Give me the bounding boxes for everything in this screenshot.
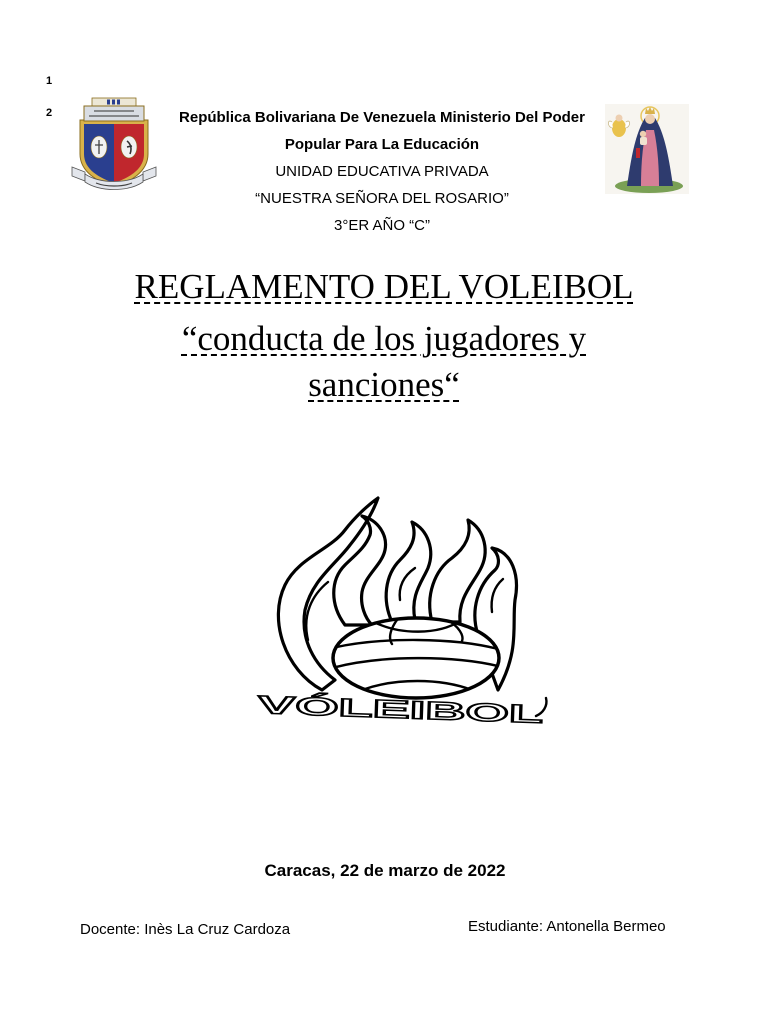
header-ministry-line: Popular Para La Educación — [284, 136, 480, 153]
document-title-text: REGLAMENTO DEL VOLEIBOL — [134, 267, 634, 306]
red-accent — [636, 148, 640, 158]
cherub-head — [616, 115, 623, 122]
header-school-type: UNIDAD EDUCATIVA PRIVADA — [275, 163, 489, 180]
shield-banner-mark — [107, 100, 110, 105]
child-head — [640, 131, 646, 137]
volleyball-lettering: VÓLEIBOL — [257, 691, 387, 724]
teacher-name: Docente: Inès La Cruz Cardoza — [80, 921, 291, 938]
document-subtitle-line-2-text: sanciones“ — [308, 365, 460, 404]
header-school-name: “NUESTRA SEÑORA DEL ROSARIO” — [255, 190, 509, 207]
flame-detail — [400, 568, 415, 600]
document-title — [0, 267, 768, 307]
child-body — [640, 137, 647, 145]
shield-banner-mark — [117, 100, 120, 105]
document-subtitle-line-1 — [0, 319, 768, 359]
virgin-rosary-image — [605, 104, 689, 194]
shield-ribbon-left-tail — [72, 167, 85, 181]
shield-banner-mark — [112, 100, 115, 105]
header-block — [132, 104, 632, 239]
document-subtitle-line-1-text: “conducta de los jugadores y — [181, 319, 587, 358]
document-subtitle-line-2 — [0, 365, 768, 405]
volleyball-flames-icon — [250, 490, 550, 755]
header-republic-line: República Bolivariana De Venezuela Ministerio Del Poder — [179, 109, 585, 126]
line-number-1: 1 — [46, 75, 53, 87]
header-grade-section: 3°ER AÑO “C” — [333, 217, 430, 234]
place-and-date: Caracas, 22 de marzo de 2022 — [264, 861, 506, 880]
flame-detail — [492, 579, 503, 612]
head — [645, 114, 655, 124]
flame-detail — [306, 582, 328, 640]
student-name: Estudiante: Antonella Bermeo — [468, 918, 666, 935]
line-number-2: 2 — [46, 107, 53, 119]
cherub-body — [612, 119, 626, 137]
